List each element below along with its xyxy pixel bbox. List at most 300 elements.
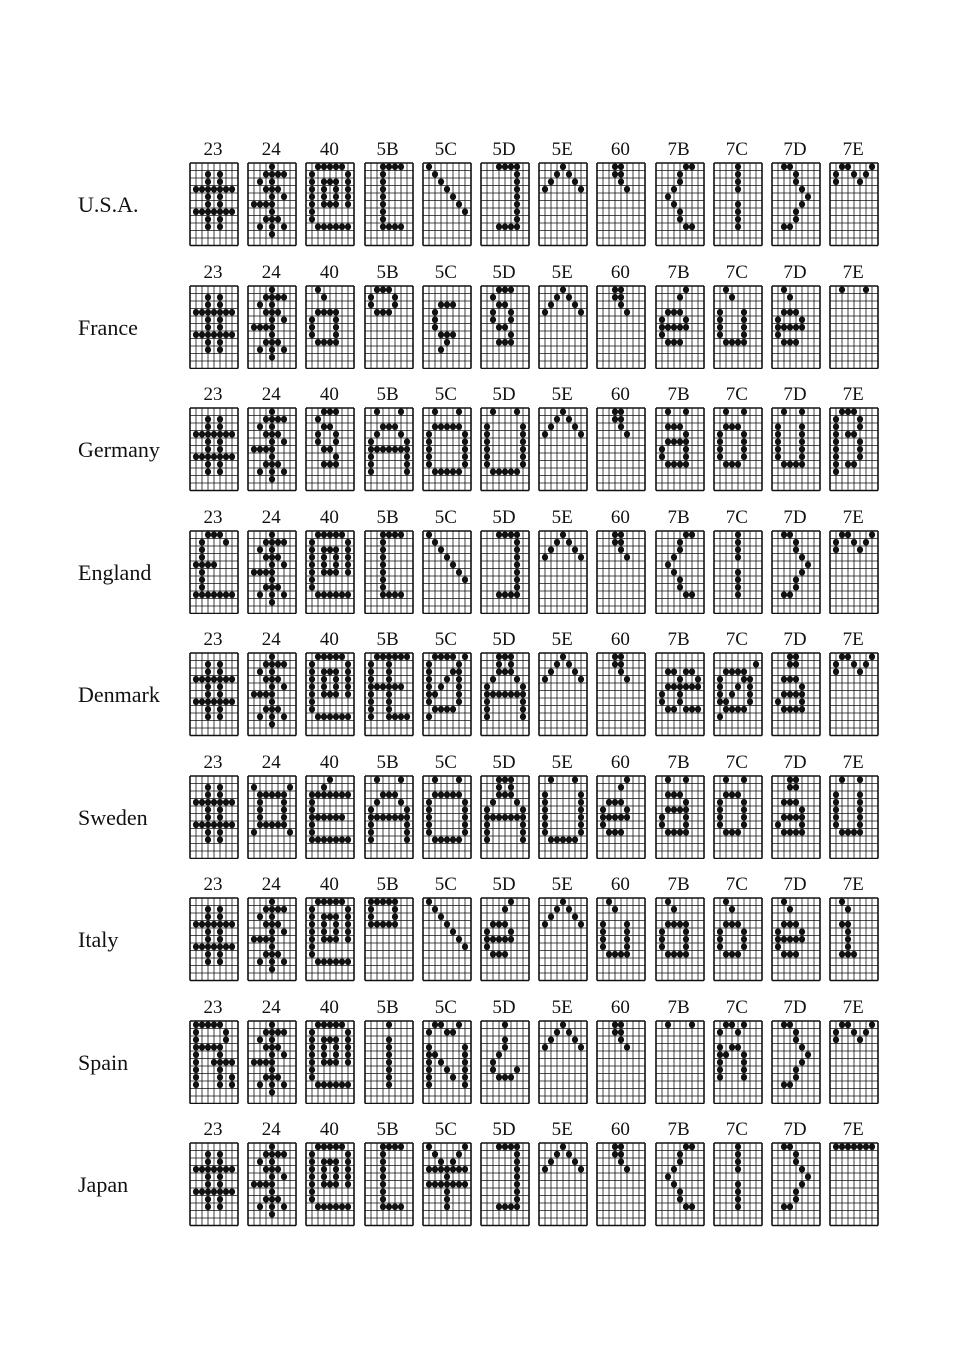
matrix-dot bbox=[379, 178, 385, 185]
matrix-dot bbox=[205, 661, 211, 668]
matrix-dot bbox=[229, 1081, 235, 1088]
matrix-dot bbox=[781, 691, 787, 698]
matrix-dot bbox=[799, 316, 805, 323]
matrix-dot bbox=[339, 1143, 345, 1150]
dot-matrix-glyph bbox=[771, 407, 821, 492]
matrix-dot bbox=[315, 813, 321, 820]
matrix-dot bbox=[269, 713, 275, 720]
matrix-dot bbox=[345, 201, 351, 208]
matrix-dot bbox=[793, 1073, 799, 1080]
matrix-dot bbox=[309, 813, 315, 820]
dot-matrix-glyph bbox=[538, 775, 588, 860]
matrix-dot bbox=[572, 913, 578, 920]
character-cell bbox=[594, 998, 646, 1108]
matrix-dot bbox=[781, 163, 787, 170]
matrix-dot bbox=[321, 561, 327, 568]
character-cell bbox=[187, 998, 239, 1108]
dot-matrix-glyph bbox=[189, 530, 239, 615]
matrix-dot bbox=[257, 591, 263, 598]
matrix-dot bbox=[205, 943, 211, 950]
dot-matrix-glyph bbox=[305, 1142, 355, 1227]
matrix-dot bbox=[618, 668, 624, 675]
matrix-dot bbox=[676, 538, 682, 545]
matrix-dot bbox=[741, 308, 747, 315]
matrix-dot bbox=[787, 293, 793, 300]
matrix-dot bbox=[688, 591, 694, 598]
country-label: Japan bbox=[78, 1172, 129, 1197]
matrix-dot bbox=[624, 1166, 630, 1173]
matrix-dot bbox=[263, 1166, 269, 1173]
hex-code-label: 40 bbox=[319, 874, 339, 895]
matrix-dot bbox=[385, 676, 391, 683]
matrix-dot bbox=[863, 661, 869, 668]
matrix-dot bbox=[379, 898, 385, 905]
matrix-dot bbox=[269, 286, 275, 293]
matrix-dot bbox=[578, 186, 584, 193]
character-cell bbox=[769, 140, 821, 250]
dot-matrix-glyph bbox=[305, 530, 355, 615]
matrix-dot bbox=[462, 453, 468, 460]
matrix-dot bbox=[339, 1081, 345, 1088]
matrix-dot bbox=[367, 683, 373, 690]
character-cell bbox=[478, 875, 530, 985]
matrix-dot bbox=[432, 423, 438, 430]
matrix-dot bbox=[251, 201, 257, 208]
matrix-dot bbox=[321, 668, 327, 675]
character-cell bbox=[827, 263, 879, 373]
matrix-dot bbox=[379, 308, 385, 315]
matrix-dot bbox=[612, 951, 618, 958]
matrix-dot bbox=[729, 293, 735, 300]
matrix-dot bbox=[269, 583, 275, 590]
matrix-dot bbox=[229, 821, 235, 828]
dot-matrix-glyph bbox=[596, 652, 646, 737]
matrix-dot bbox=[321, 1058, 327, 1065]
matrix-dot bbox=[315, 531, 321, 538]
dot-matrix-glyph bbox=[422, 652, 472, 737]
matrix-dot bbox=[397, 813, 403, 820]
matrix-dot bbox=[217, 813, 223, 820]
matrix-dot bbox=[309, 546, 315, 553]
matrix-dot bbox=[263, 416, 269, 423]
matrix-dot bbox=[514, 676, 520, 683]
matrix-dot bbox=[741, 798, 747, 805]
matrix-dot bbox=[263, 1181, 269, 1188]
matrix-dot bbox=[193, 308, 199, 315]
matrix-dot bbox=[309, 821, 315, 828]
character-cell bbox=[827, 753, 879, 863]
matrix-dot bbox=[514, 591, 520, 598]
character-cell bbox=[420, 630, 472, 740]
matrix-dot bbox=[269, 538, 275, 545]
matrix-dot bbox=[717, 698, 723, 705]
matrix-dot bbox=[456, 1181, 462, 1188]
matrix-dot bbox=[315, 416, 321, 423]
matrix-dot bbox=[426, 461, 432, 468]
matrix-dot bbox=[217, 1151, 223, 1158]
matrix-dot bbox=[624, 943, 630, 950]
matrix-dot bbox=[263, 821, 269, 828]
matrix-dot bbox=[251, 1058, 257, 1065]
matrix-dot bbox=[578, 1166, 584, 1173]
matrix-dot bbox=[327, 1058, 333, 1065]
character-cell bbox=[653, 1120, 705, 1230]
matrix-dot bbox=[462, 1066, 468, 1073]
character-cell bbox=[303, 140, 355, 250]
matrix-dot bbox=[775, 431, 781, 438]
matrix-dot bbox=[658, 331, 664, 338]
matrix-dot bbox=[438, 468, 444, 475]
matrix-dot bbox=[682, 316, 688, 323]
matrix-dot bbox=[275, 661, 281, 668]
matrix-dot bbox=[345, 1158, 351, 1165]
matrix-dot bbox=[502, 468, 508, 475]
hex-code-label: 7B bbox=[667, 384, 690, 405]
matrix-dot bbox=[682, 943, 688, 950]
matrix-dot bbox=[462, 576, 468, 583]
matrix-dot bbox=[199, 1166, 205, 1173]
matrix-dot bbox=[223, 798, 229, 805]
matrix-dot bbox=[345, 668, 351, 675]
matrix-dot bbox=[664, 683, 670, 690]
matrix-dot bbox=[345, 713, 351, 720]
matrix-dot bbox=[723, 461, 729, 468]
matrix-dot bbox=[275, 416, 281, 423]
matrix-dot bbox=[217, 591, 223, 598]
dot-matrix-glyph bbox=[829, 775, 879, 860]
matrix-dot bbox=[857, 1036, 863, 1043]
matrix-dot bbox=[502, 813, 508, 820]
dot-matrix-glyph bbox=[771, 530, 821, 615]
matrix-dot bbox=[432, 1151, 438, 1158]
dot-matrix-glyph bbox=[305, 407, 355, 492]
matrix-dot bbox=[229, 943, 235, 950]
matrix-dot bbox=[269, 476, 275, 483]
matrix-dot bbox=[309, 951, 315, 958]
matrix-dot bbox=[321, 1051, 327, 1058]
matrix-dot bbox=[781, 951, 787, 958]
matrix-dot bbox=[321, 1036, 327, 1043]
matrix-dot bbox=[269, 531, 275, 538]
matrix-dot bbox=[566, 293, 572, 300]
matrix-dot bbox=[281, 223, 287, 230]
matrix-dot bbox=[490, 293, 496, 300]
matrix-dot bbox=[327, 776, 333, 783]
matrix-dot bbox=[833, 798, 839, 805]
matrix-dot bbox=[612, 1028, 618, 1035]
matrix-dot bbox=[281, 713, 287, 720]
character-cell bbox=[303, 1120, 355, 1230]
matrix-dot bbox=[403, 461, 409, 468]
matrix-dot bbox=[741, 928, 747, 935]
character-cell bbox=[362, 875, 414, 985]
matrix-dot bbox=[339, 791, 345, 798]
matrix-dot bbox=[309, 706, 315, 713]
matrix-dot bbox=[670, 906, 676, 913]
matrix-dot bbox=[211, 331, 217, 338]
matrix-dot bbox=[490, 691, 496, 698]
hex-code-label: 5D bbox=[492, 874, 516, 895]
matrix-dot bbox=[682, 461, 688, 468]
matrix-dot bbox=[833, 813, 839, 820]
matrix-dot bbox=[490, 798, 496, 805]
matrix-dot bbox=[229, 453, 235, 460]
hex-code-label: 5C bbox=[434, 996, 457, 1018]
matrix-dot bbox=[793, 583, 799, 590]
matrix-dot bbox=[851, 408, 857, 415]
matrix-dot bbox=[781, 408, 787, 415]
matrix-dot bbox=[199, 431, 205, 438]
hex-code-label: 40 bbox=[319, 139, 339, 160]
matrix-dot bbox=[432, 706, 438, 713]
matrix-dot bbox=[199, 186, 205, 193]
matrix-dot bbox=[682, 1143, 688, 1150]
character-cell bbox=[536, 508, 588, 618]
matrix-dot bbox=[520, 461, 526, 468]
matrix-dot bbox=[205, 331, 211, 338]
matrix-dot bbox=[309, 806, 315, 813]
matrix-dot bbox=[193, 1058, 199, 1065]
character-cell bbox=[478, 385, 530, 495]
character-cell bbox=[827, 508, 879, 618]
matrix-dot bbox=[269, 661, 275, 668]
matrix-dot bbox=[275, 1028, 281, 1035]
matrix-dot bbox=[560, 898, 566, 905]
matrix-dot bbox=[263, 691, 269, 698]
matrix-dot bbox=[345, 913, 351, 920]
matrix-dot bbox=[735, 223, 741, 230]
dot-matrix-glyph bbox=[422, 530, 472, 615]
matrix-dot bbox=[618, 661, 624, 668]
matrix-dot bbox=[741, 806, 747, 813]
matrix-dot bbox=[554, 661, 560, 668]
matrix-dot bbox=[211, 676, 217, 683]
matrix-dot bbox=[682, 683, 688, 690]
matrix-dot bbox=[787, 783, 793, 790]
matrix-dot bbox=[367, 668, 373, 675]
matrix-dot bbox=[735, 668, 741, 675]
matrix-dot bbox=[269, 1173, 275, 1180]
matrix-dot bbox=[520, 446, 526, 453]
matrix-dot bbox=[426, 691, 432, 698]
matrix-dot bbox=[281, 798, 287, 805]
matrix-dot bbox=[281, 316, 287, 323]
matrix-dot bbox=[379, 223, 385, 230]
matrix-dot bbox=[269, 1196, 275, 1203]
matrix-dot bbox=[275, 293, 281, 300]
character-cell bbox=[711, 1120, 763, 1230]
matrix-dot bbox=[793, 813, 799, 820]
matrix-dot bbox=[787, 828, 793, 835]
hex-code-label: 5E bbox=[551, 506, 573, 528]
matrix-dot bbox=[321, 783, 327, 790]
matrix-dot bbox=[456, 668, 462, 675]
hex-code-label: 5D bbox=[492, 139, 516, 160]
hex-code-label: 40 bbox=[319, 996, 339, 1018]
matrix-dot bbox=[857, 828, 863, 835]
matrix-dot bbox=[432, 171, 438, 178]
matrix-dot bbox=[793, 538, 799, 545]
matrix-dot bbox=[309, 576, 315, 583]
hex-code-label: 60 bbox=[610, 384, 630, 405]
matrix-dot bbox=[263, 538, 269, 545]
matrix-dot bbox=[514, 1143, 520, 1150]
matrix-dot bbox=[444, 921, 450, 928]
matrix-dot bbox=[496, 776, 502, 783]
matrix-dot bbox=[805, 193, 811, 200]
matrix-dot bbox=[309, 691, 315, 698]
matrix-dot bbox=[269, 346, 275, 353]
hex-code-label: 7E bbox=[842, 1119, 864, 1140]
matrix-dot bbox=[793, 1158, 799, 1165]
dot-matrix-glyph bbox=[538, 162, 588, 247]
matrix-dot bbox=[229, 331, 235, 338]
matrix-dot bbox=[327, 713, 333, 720]
matrix-dot bbox=[612, 293, 618, 300]
matrix-dot bbox=[508, 928, 514, 935]
matrix-dot bbox=[578, 828, 584, 835]
matrix-dot bbox=[309, 1173, 315, 1180]
matrix-dot bbox=[205, 438, 211, 445]
matrix-dot bbox=[723, 776, 729, 783]
dot-matrix-glyph bbox=[247, 1020, 297, 1105]
matrix-dot bbox=[379, 538, 385, 545]
matrix-dot bbox=[339, 713, 345, 720]
matrix-dot bbox=[502, 163, 508, 170]
matrix-dot bbox=[462, 1143, 468, 1150]
hex-code-label: 7D bbox=[783, 139, 807, 160]
matrix-dot bbox=[845, 928, 851, 935]
character-cell bbox=[594, 385, 646, 495]
character-cell bbox=[536, 385, 588, 495]
matrix-dot bbox=[385, 446, 391, 453]
matrix-dot bbox=[379, 653, 385, 660]
matrix-dot bbox=[321, 546, 327, 553]
matrix-dot bbox=[211, 1058, 217, 1065]
matrix-dot bbox=[566, 1151, 572, 1158]
hex-code-label: 7C bbox=[725, 996, 748, 1018]
matrix-dot bbox=[269, 423, 275, 430]
matrix-dot bbox=[717, 813, 723, 820]
matrix-dot bbox=[379, 583, 385, 590]
matrix-dot bbox=[269, 591, 275, 598]
matrix-dot bbox=[444, 1173, 450, 1180]
matrix-dot bbox=[385, 706, 391, 713]
matrix-dot bbox=[799, 446, 805, 453]
matrix-dot bbox=[321, 591, 327, 598]
matrix-dot bbox=[833, 806, 839, 813]
matrix-dot bbox=[612, 661, 618, 668]
matrix-dot bbox=[263, 323, 269, 330]
matrix-dot bbox=[397, 653, 403, 660]
matrix-dot bbox=[444, 338, 450, 345]
matrix-dot bbox=[379, 921, 385, 928]
matrix-dot bbox=[741, 438, 747, 445]
matrix-dot bbox=[309, 316, 315, 323]
matrix-dot bbox=[205, 1181, 211, 1188]
matrix-dot bbox=[793, 951, 799, 958]
matrix-dot bbox=[321, 898, 327, 905]
character-cell bbox=[362, 630, 414, 740]
country-label: England bbox=[78, 559, 152, 585]
matrix-dot bbox=[664, 438, 670, 445]
matrix-dot bbox=[618, 546, 624, 553]
matrix-dot bbox=[333, 1021, 339, 1028]
matrix-dot bbox=[217, 1073, 223, 1080]
character-cell bbox=[536, 140, 588, 250]
matrix-dot bbox=[624, 431, 630, 438]
matrix-dot bbox=[199, 208, 205, 215]
matrix-dot bbox=[566, 538, 572, 545]
matrix-dot bbox=[269, 943, 275, 950]
matrix-dot bbox=[735, 338, 741, 345]
matrix-dot bbox=[385, 713, 391, 720]
matrix-dot bbox=[735, 461, 741, 468]
matrix-dot bbox=[839, 921, 845, 928]
matrix-dot bbox=[397, 446, 403, 453]
matrix-dot bbox=[578, 1043, 584, 1050]
matrix-dot bbox=[833, 461, 839, 468]
matrix-dot bbox=[723, 951, 729, 958]
country-row bbox=[0, 998, 954, 1118]
matrix-dot bbox=[717, 331, 723, 338]
dot-matrix-glyph bbox=[480, 285, 530, 370]
matrix-dot bbox=[269, 653, 275, 660]
matrix-dot bbox=[735, 201, 741, 208]
matrix-dot bbox=[385, 1081, 391, 1088]
matrix-dot bbox=[217, 446, 223, 453]
matrix-dot bbox=[729, 338, 735, 345]
matrix-dot bbox=[217, 293, 223, 300]
matrix-dot bbox=[566, 906, 572, 913]
matrix-dot bbox=[391, 223, 397, 230]
matrix-dot bbox=[484, 683, 490, 690]
matrix-dot bbox=[426, 683, 432, 690]
matrix-dot bbox=[717, 928, 723, 935]
matrix-dot bbox=[502, 286, 508, 293]
matrix-dot bbox=[193, 1081, 199, 1088]
matrix-dot bbox=[572, 668, 578, 675]
matrix-dot bbox=[781, 308, 787, 315]
matrix-dot bbox=[263, 906, 269, 913]
matrix-dot bbox=[217, 936, 223, 943]
matrix-dot bbox=[456, 791, 462, 798]
matrix-dot bbox=[502, 338, 508, 345]
matrix-dot bbox=[438, 1166, 444, 1173]
dot-matrix-glyph bbox=[713, 775, 763, 860]
matrix-dot bbox=[432, 1181, 438, 1188]
matrix-dot bbox=[257, 813, 263, 820]
matrix-dot bbox=[199, 453, 205, 460]
dot-matrix-glyph bbox=[189, 897, 239, 982]
character-cell bbox=[420, 998, 472, 1108]
matrix-dot bbox=[257, 913, 263, 920]
matrix-dot bbox=[793, 676, 799, 683]
matrix-dot bbox=[741, 676, 747, 683]
matrix-dot bbox=[548, 913, 554, 920]
dot-matrix-glyph bbox=[305, 897, 355, 982]
matrix-dot bbox=[723, 1021, 729, 1028]
matrix-dot bbox=[514, 1166, 520, 1173]
character-cell bbox=[362, 508, 414, 618]
matrix-dot bbox=[793, 1028, 799, 1035]
matrix-dot bbox=[327, 898, 333, 905]
character-cell bbox=[303, 875, 355, 985]
matrix-dot bbox=[205, 416, 211, 423]
matrix-dot bbox=[741, 331, 747, 338]
matrix-dot bbox=[857, 423, 863, 430]
matrix-dot bbox=[257, 1181, 263, 1188]
